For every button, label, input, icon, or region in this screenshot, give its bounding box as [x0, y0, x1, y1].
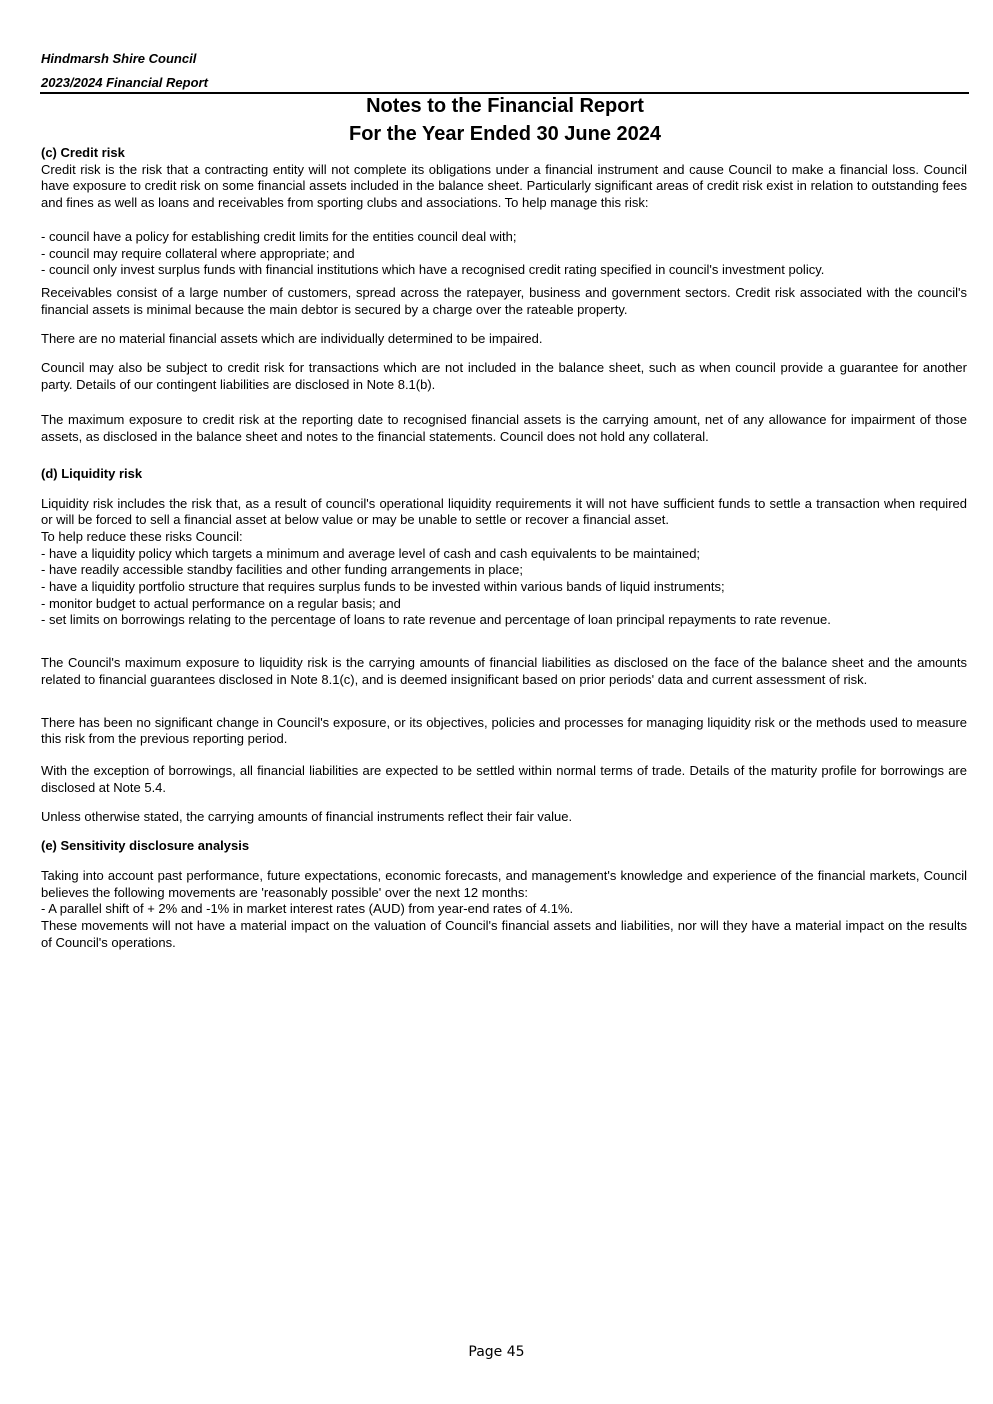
liquidity-risk-bullet: - have a liquidity portfolio structure that requires surplus funds to be invested within various bands of liquid instruments; [41, 579, 725, 595]
sensitivity-intro: Taking into account past performance, future expectations, economic forecasts, and management's knowledge and experience of the financial markets, Council believes the following movements are 'reasonably possible' over the next 12 months: [41, 867, 967, 900]
page-subtitle: For the Year Ended 30 June 2024 [349, 123, 661, 145]
credit-risk-impaired: There are no material financial assets which are individually determined to be impaired. [41, 331, 543, 347]
liquidity-risk-bullet: - monitor budget to actual performance on a regular basis; and [41, 595, 401, 611]
credit-risk-bullet: - council only invest surplus funds with financial institutions which have a recognised credit rating specified in council's investment policy. [41, 262, 825, 278]
liquidity-risk-bullet: - have readily accessible standby facilities and other funding arrangements in place; [41, 562, 523, 578]
liquidity-risk-heading: (d) Liquidity risk [41, 465, 143, 481]
header-report-title: 2023/2024 Financial Report [41, 75, 208, 90]
liquidity-risk-intro: Liquidity risk includes the risk that, as a result of council's operational liquidity requirements it will not have sufficient funds to settle a transaction when required or will be forced to sell a financial asset at below value or may be unable to settle or recover a financial asset. [41, 495, 967, 528]
credit-risk-guarantee: Council may also be subject to credit risk for transactions which are not included in the balance sheet, such as when council provide a guarantee for another party. Details of our contingent liabilities are disclosed in Note 8.1(b). [41, 360, 967, 392]
credit-risk-max-exposure: The maximum exposure to credit risk at the reporting date to recognised financial assets is the carrying amount, net of any allowance for impairment of those assets, as disclosed in the balance sheet and notes to the financial statements. Council does not hold any collateral. [41, 412, 967, 445]
credit-risk-heading: (c) Credit risk [41, 145, 125, 160]
liquidity-risk-intro-2: To help reduce these risks Council: [41, 528, 243, 544]
liquidity-risk-borrowings: With the exception of borrowings, all financial liabilities are expected to be settled within normal terms of trade. Details of the maturity profile for borrowings are disclosed at Note 5.4. [41, 762, 967, 795]
liquidity-risk-bullet: - have a liquidity policy which targets a minimum and average level of cash and cash equivalents to be maintained; [41, 545, 701, 561]
credit-risk-receivables: Receivables consist of a large number of customers, spread across the ratepayer, business and government sectors. Credit risk associated with the council's financial assets is minimal because the main debtor is secured by a charge over the rateable property. [41, 284, 967, 317]
sensitivity-heading: (e) Sensitivity disclosure analysis [41, 838, 250, 854]
liquidity-risk-fair-value: Unless otherwise stated, the carrying amounts of financial instruments reflect their fair value. [41, 809, 573, 825]
sensitivity-conclusion: These movements will not have a material impact on the valuation of Council's financial assets and liabilities, nor will they have a material impact on the results of Council's operations. [41, 917, 967, 950]
header-organisation: Hindmarsh Shire Council [41, 51, 197, 66]
liquidity-risk-bullet: - set limits on borrowings relating to the percentage of loans to rate revenue and percentage of loan principal repayments to rate revenue. [41, 612, 831, 628]
credit-risk-bullet: - council may require collateral where appropriate; and [41, 245, 355, 261]
credit-risk-intro: Credit risk is the risk that a contracting entity will not complete its obligations under a financial instrument and cause Council to make a financial loss. Council have exposure to credit risk on some financial assets included in the balance sheet. Particularly significant areas of credit risk exist in relation to outstanding fees and fines as well as loans and receivables from sporting clubs and associations. To help manage this risk: [41, 161, 967, 211]
sensitivity-bullet: - A parallel shift of + 2% and -1% in market interest rates (AUD) from year-end rates of 4.1%. [41, 901, 574, 917]
liquidity-risk-no-change: There has been no significant change in Council's exposure, or its objectives, policies and processes for managing liquidity risk or the methods used to measure this risk from the previous reporting period. [41, 714, 967, 747]
liquidity-risk-max-exposure: The Council's maximum exposure to liquidity risk is the carrying amounts of financial liabilities as disclosed on the face of the balance sheet and the amounts related to financial guarantees disclosed in Note 8.1(c), and is deemed insignificant based on prior periods' data and current assessment of risk. [41, 655, 967, 687]
page-number: Page 45 [468, 1344, 525, 1360]
credit-risk-bullet: - council have a policy for establishing credit limits for the entities council deal with; [41, 228, 517, 244]
notes-body [41, 145, 967, 951]
page-title: Notes to the Financial Report [366, 95, 644, 117]
